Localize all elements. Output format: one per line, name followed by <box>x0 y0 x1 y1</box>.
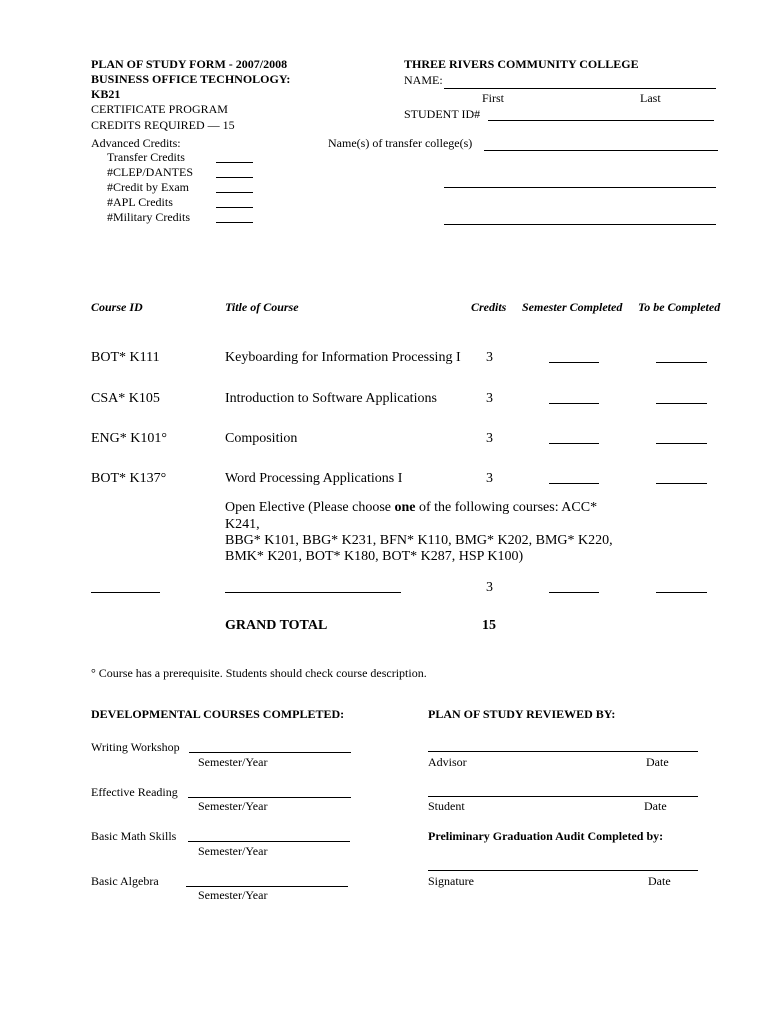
course-title: Keyboarding for Information Processing I <box>225 350 461 365</box>
audit-title: Preliminary Graduation Audit Completed by: <box>428 829 664 843</box>
elective-prefix: Open Elective (Please choose <box>225 500 395 515</box>
elective-emphasis: one <box>394 500 416 515</box>
certificate-label: CERTIFICATE PROGRAM <box>91 102 228 116</box>
name-field[interactable] <box>444 88 716 89</box>
audit-signature-field[interactable] <box>428 870 698 871</box>
signature-label: Signature <box>428 874 474 888</box>
course-title: Word Processing Applications I <box>225 471 403 486</box>
basic-math-skills-field[interactable] <box>188 841 350 842</box>
elective-description-line2: K241, <box>225 517 260 532</box>
first-name-label: First <box>482 91 505 105</box>
header-title: Title of Course <box>225 300 299 314</box>
advisor-label: Advisor <box>428 755 467 769</box>
transfer-college-label: Name(s) of transfer college(s) <box>328 136 473 150</box>
course-id: CSA* K105 <box>91 391 160 406</box>
advanced-credits-title: Advanced Credits: <box>91 136 181 150</box>
course-title: Introduction to Software Applications <box>225 391 437 406</box>
to-be-completed-field[interactable] <box>656 362 707 363</box>
semester-year-label: Semester/Year <box>198 799 268 813</box>
military-credits-field[interactable] <box>216 222 253 223</box>
course-id: BOT* K111 <box>91 350 160 365</box>
review-title: PLAN OF STUDY REVIEWED BY: <box>428 707 616 721</box>
date-label: Date <box>644 799 667 813</box>
writing-workshop-field[interactable] <box>189 752 351 753</box>
dev-course-label: Basic Algebra <box>91 874 159 888</box>
effective-reading-field[interactable] <box>188 797 351 798</box>
dev-course-label: Writing Workshop <box>91 740 180 754</box>
date-label: Date <box>646 755 669 769</box>
to-be-completed-field[interactable] <box>656 443 707 444</box>
advisor-signature-field[interactable] <box>428 751 698 752</box>
last-name-label: Last <box>640 91 661 105</box>
transfer-college-field-1[interactable] <box>484 150 718 151</box>
to-be-completed-field[interactable] <box>656 403 707 404</box>
credits-required: CREDITS REQUIRED — 15 <box>91 118 235 132</box>
name-label: NAME: <box>404 73 443 87</box>
transfer-college-field-2[interactable] <box>444 187 716 188</box>
course-id: ENG* K101° <box>91 431 167 446</box>
program-code: KB21 <box>91 87 121 101</box>
elective-description-line4: BMK* K201, BOT* K180, BOT* K287, HSP K100) <box>225 549 524 564</box>
developmental-title: DEVELOPMENTAL COURSES COMPLETED: <box>91 707 345 721</box>
clep-dantes-field[interactable] <box>216 177 253 178</box>
semester-completed-field[interactable] <box>549 403 599 404</box>
elective-course-id-field[interactable] <box>91 592 160 593</box>
advanced-credit-item: #Military Credits <box>107 210 190 224</box>
basic-algebra-field[interactable] <box>186 886 348 887</box>
course-title: Composition <box>225 431 298 446</box>
semester-year-label: Semester/Year <box>198 844 268 858</box>
student-label: Student <box>428 799 465 813</box>
semester-year-label: Semester/Year <box>198 888 268 902</box>
transfer-credits-field[interactable] <box>216 162 253 163</box>
apl-credits-field[interactable] <box>216 207 253 208</box>
transfer-college-field-3[interactable] <box>444 224 716 225</box>
grand-total-value: 15 <box>482 618 496 633</box>
header-course-id: Course ID <box>91 300 143 314</box>
elective-description-line3: BBG* K101, BBG* K231, BFN* K110, BMG* K202, BMG* K220, <box>225 533 613 548</box>
semester-completed-field[interactable] <box>549 483 599 484</box>
student-signature-field[interactable] <box>428 796 698 797</box>
prerequisite-footnote: ° Course has a prerequisite. Students should check course description. <box>91 666 427 680</box>
header-credits: Credits <box>471 300 507 314</box>
advanced-credit-item: #Credit by Exam <box>107 180 189 194</box>
header-to-be-completed: To be Completed <box>638 300 721 314</box>
semester-completed-field[interactable] <box>549 443 599 444</box>
date-label: Date <box>648 874 671 888</box>
course-credits: 3 <box>486 350 493 365</box>
advanced-credit-item: #CLEP/DANTES <box>107 165 194 179</box>
advanced-credit-item: Transfer Credits <box>107 150 185 164</box>
college-name: THREE RIVERS COMMUNITY COLLEGE <box>404 57 639 71</box>
semester-completed-field[interactable] <box>549 362 599 363</box>
elective-credits: 3 <box>486 580 493 595</box>
form-title: PLAN OF STUDY FORM - 2007/2008 <box>91 57 288 71</box>
elective-description-line1 <box>225 499 597 516</box>
course-credits: 3 <box>486 431 493 446</box>
grand-total-label: GRAND TOTAL <box>225 618 328 633</box>
course-id: BOT* K137° <box>91 471 167 486</box>
credit-by-exam-field[interactable] <box>216 192 253 193</box>
semester-year-label: Semester/Year <box>198 755 268 769</box>
dev-course-label: Effective Reading <box>91 785 178 799</box>
dev-course-label: Basic Math Skills <box>91 829 177 843</box>
elective-title-field[interactable] <box>225 592 401 593</box>
course-credits: 3 <box>486 471 493 486</box>
program-name: BUSINESS OFFICE TECHNOLOGY: <box>91 72 291 86</box>
course-credits: 3 <box>486 391 493 406</box>
to-be-completed-field[interactable] <box>656 483 707 484</box>
student-id-field[interactable] <box>488 120 714 121</box>
to-be-completed-field[interactable] <box>656 592 707 593</box>
semester-completed-field[interactable] <box>549 592 599 593</box>
header-semester-completed: Semester Completed <box>522 300 623 314</box>
student-id-label: STUDENT ID# <box>404 107 481 121</box>
elective-suffix: of the following courses: ACC* <box>415 500 598 515</box>
advanced-credit-item: #APL Credits <box>107 195 173 209</box>
